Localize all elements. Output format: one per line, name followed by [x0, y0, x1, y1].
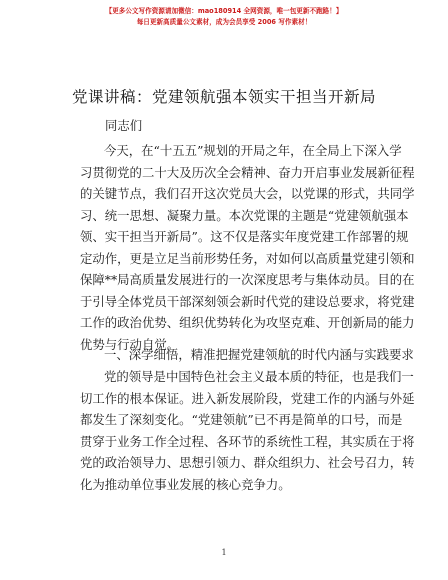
- paragraph-line: 领、实干担当开新局”。这不仅是落实年度党建工作部署的规: [80, 229, 409, 244]
- paragraph-line: 化为推动单位事业发展的核心竞争力。: [80, 476, 291, 492]
- greeting: 同志们: [105, 118, 143, 133]
- paragraph-line: 于引导全体党员干部深刻领会新时代党的建设总要求，将党建: [80, 293, 415, 309]
- section-heading-text: 一、深学细悟，精准把握党建领航的时代内涵与实践要求: [104, 347, 414, 362]
- paragraph-line: 切工作的根本保证。进入新发展阶段，党建工作的内涵与外延: [80, 390, 415, 406]
- paragraph-line: 定动作，更是立足当前形势任务，对如何以高质量党建引领和: [80, 250, 415, 266]
- paragraph-line: 贯穿于业务工作全过程、各环节的系统性工程，其实质在于将: [80, 433, 415, 449]
- paragraph-line: 的关键节点，我们召开这次党员大会，以党课的形式，共同学: [80, 186, 415, 201]
- document-title: 党课讲稿：党建领航强本领实干担当开新局: [71, 88, 376, 106]
- section-heading: [80, 344, 414, 366]
- paragraph-line: 党的领导是中国特色社会主义最本质的特征，也是我们一: [104, 369, 414, 384]
- page-number: 1: [221, 548, 227, 557]
- promo-banner: [0, 6, 448, 28]
- paragraph-line: 今天，在“十五五”规划的开局之年，在全局上下深入学: [104, 143, 402, 158]
- paragraph-line: 习贯彻党的二十大及历次全会精神、奋力开启事业发展新征程: [80, 164, 415, 180]
- paragraph-line: 都发生了深刻变化。“党建领航”已不再是简单的口号，而是: [80, 412, 403, 427]
- promo-banner-line1: 【更多公文写作资源请加微信：mao180914 全网资源，唯一包更新不跑路！】: [105, 7, 343, 15]
- paragraph-line: 保障**局高质量发展进行的一次深度思考与集体动员。目的在: [80, 272, 415, 287]
- paragraph-line: 习、统一思想、凝聚力量。本次党课的主题是“党建领航强本: [80, 207, 409, 223]
- paragraph-section1: [80, 366, 415, 495]
- paragraph-line: 优势与行动自觉。: [80, 336, 180, 352]
- promo-banner-line2: 每日更新高质量公文素材，成为会员享受 2006 写作素材！: [136, 18, 312, 26]
- paragraph-line: 党的政治领导力、思想引领力、群众组织力、社会号召力，转: [80, 455, 415, 470]
- paragraph-line: 工作的政治优势、组织优势转化为攻坚克难、开创新局的能力: [80, 315, 415, 330]
